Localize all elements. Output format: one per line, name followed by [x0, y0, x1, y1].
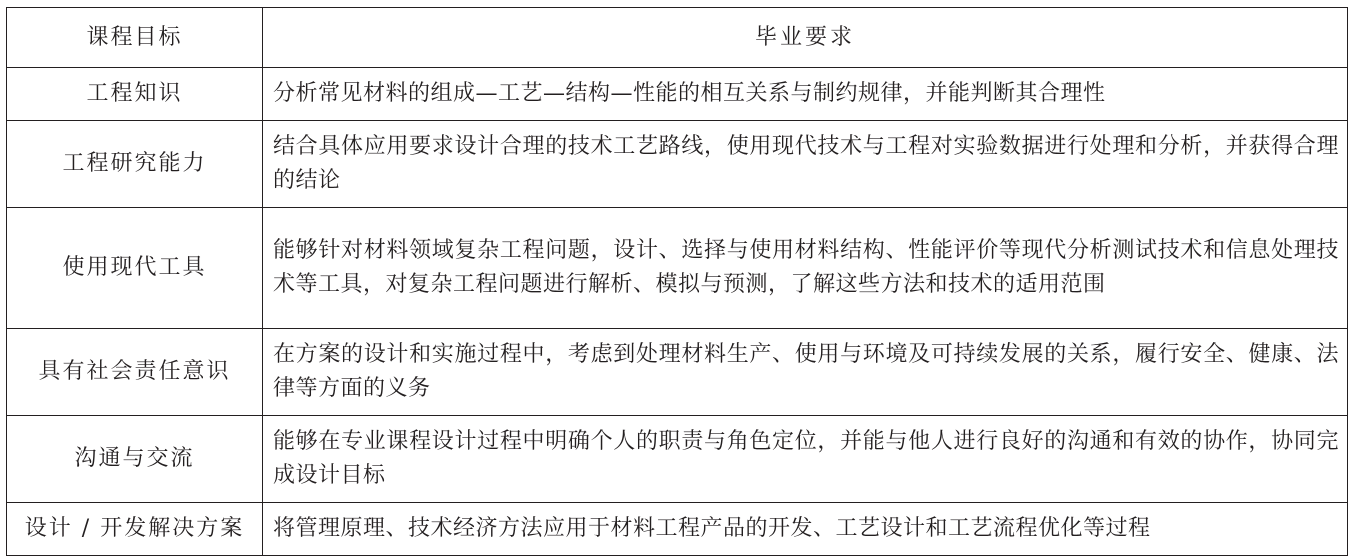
course-goal-cell: 具有社会责任意识 — [7, 329, 263, 416]
course-goal-cell: 工程研究能力 — [7, 121, 263, 208]
graduation-requirement-cell: 在方案的设计和实施过程中，考虑到处理材料生产、使用与环境及可持续发展的关系，履行安全、健康、法律等方面的义务 — [263, 329, 1348, 416]
table-row — [7, 121, 1348, 208]
table-row — [7, 416, 1348, 503]
graduation-requirement-cell: 将管理原理、技术经济方法应用于材料工程产品的开发、工艺设计和工艺流程优化等过程 — [263, 503, 1348, 556]
graduation-requirement-cell: 能够在专业课程设计过程中明确个人的职责与角色定位，并能与他人进行良好的沟通和有效的协作，协同完成设计目标 — [263, 416, 1348, 503]
header-row — [7, 8, 1348, 68]
header-graduation-requirement: 毕业要求 — [263, 8, 1348, 68]
table-row — [7, 208, 1348, 329]
header-course-goal: 课程目标 — [7, 8, 263, 68]
graduation-requirement-cell: 结合具体应用要求设计合理的技术工艺路线，使用现代技术与工程对实验数据进行处理和分析，并获得合理的结论 — [263, 121, 1348, 208]
course-goal-cell: 沟通与交流 — [7, 416, 263, 503]
graduation-requirement-cell: 分析常见材料的组成—工艺—结构—性能的相互关系与制约规律，并能判断其合理性 — [263, 68, 1348, 121]
table-row — [7, 329, 1348, 416]
table-row — [7, 68, 1348, 121]
course-goal-requirement-table — [6, 7, 1348, 556]
course-goal-cell: 工程知识 — [7, 68, 263, 121]
course-goal-cell: 设计 / 开发解决方案 — [7, 503, 263, 556]
table-body — [7, 68, 1348, 556]
course-goal-cell: 使用现代工具 — [7, 208, 263, 329]
table-row — [7, 503, 1348, 556]
table-header — [7, 8, 1348, 68]
graduation-requirement-cell: 能够针对材料领域复杂工程问题，设计、选择与使用材料结构、性能评价等现代分析测试技术和信息处理技术等工具，对复杂工程问题进行解析、模拟与预测，了解这些方法和技术的适用范围 — [263, 208, 1348, 329]
